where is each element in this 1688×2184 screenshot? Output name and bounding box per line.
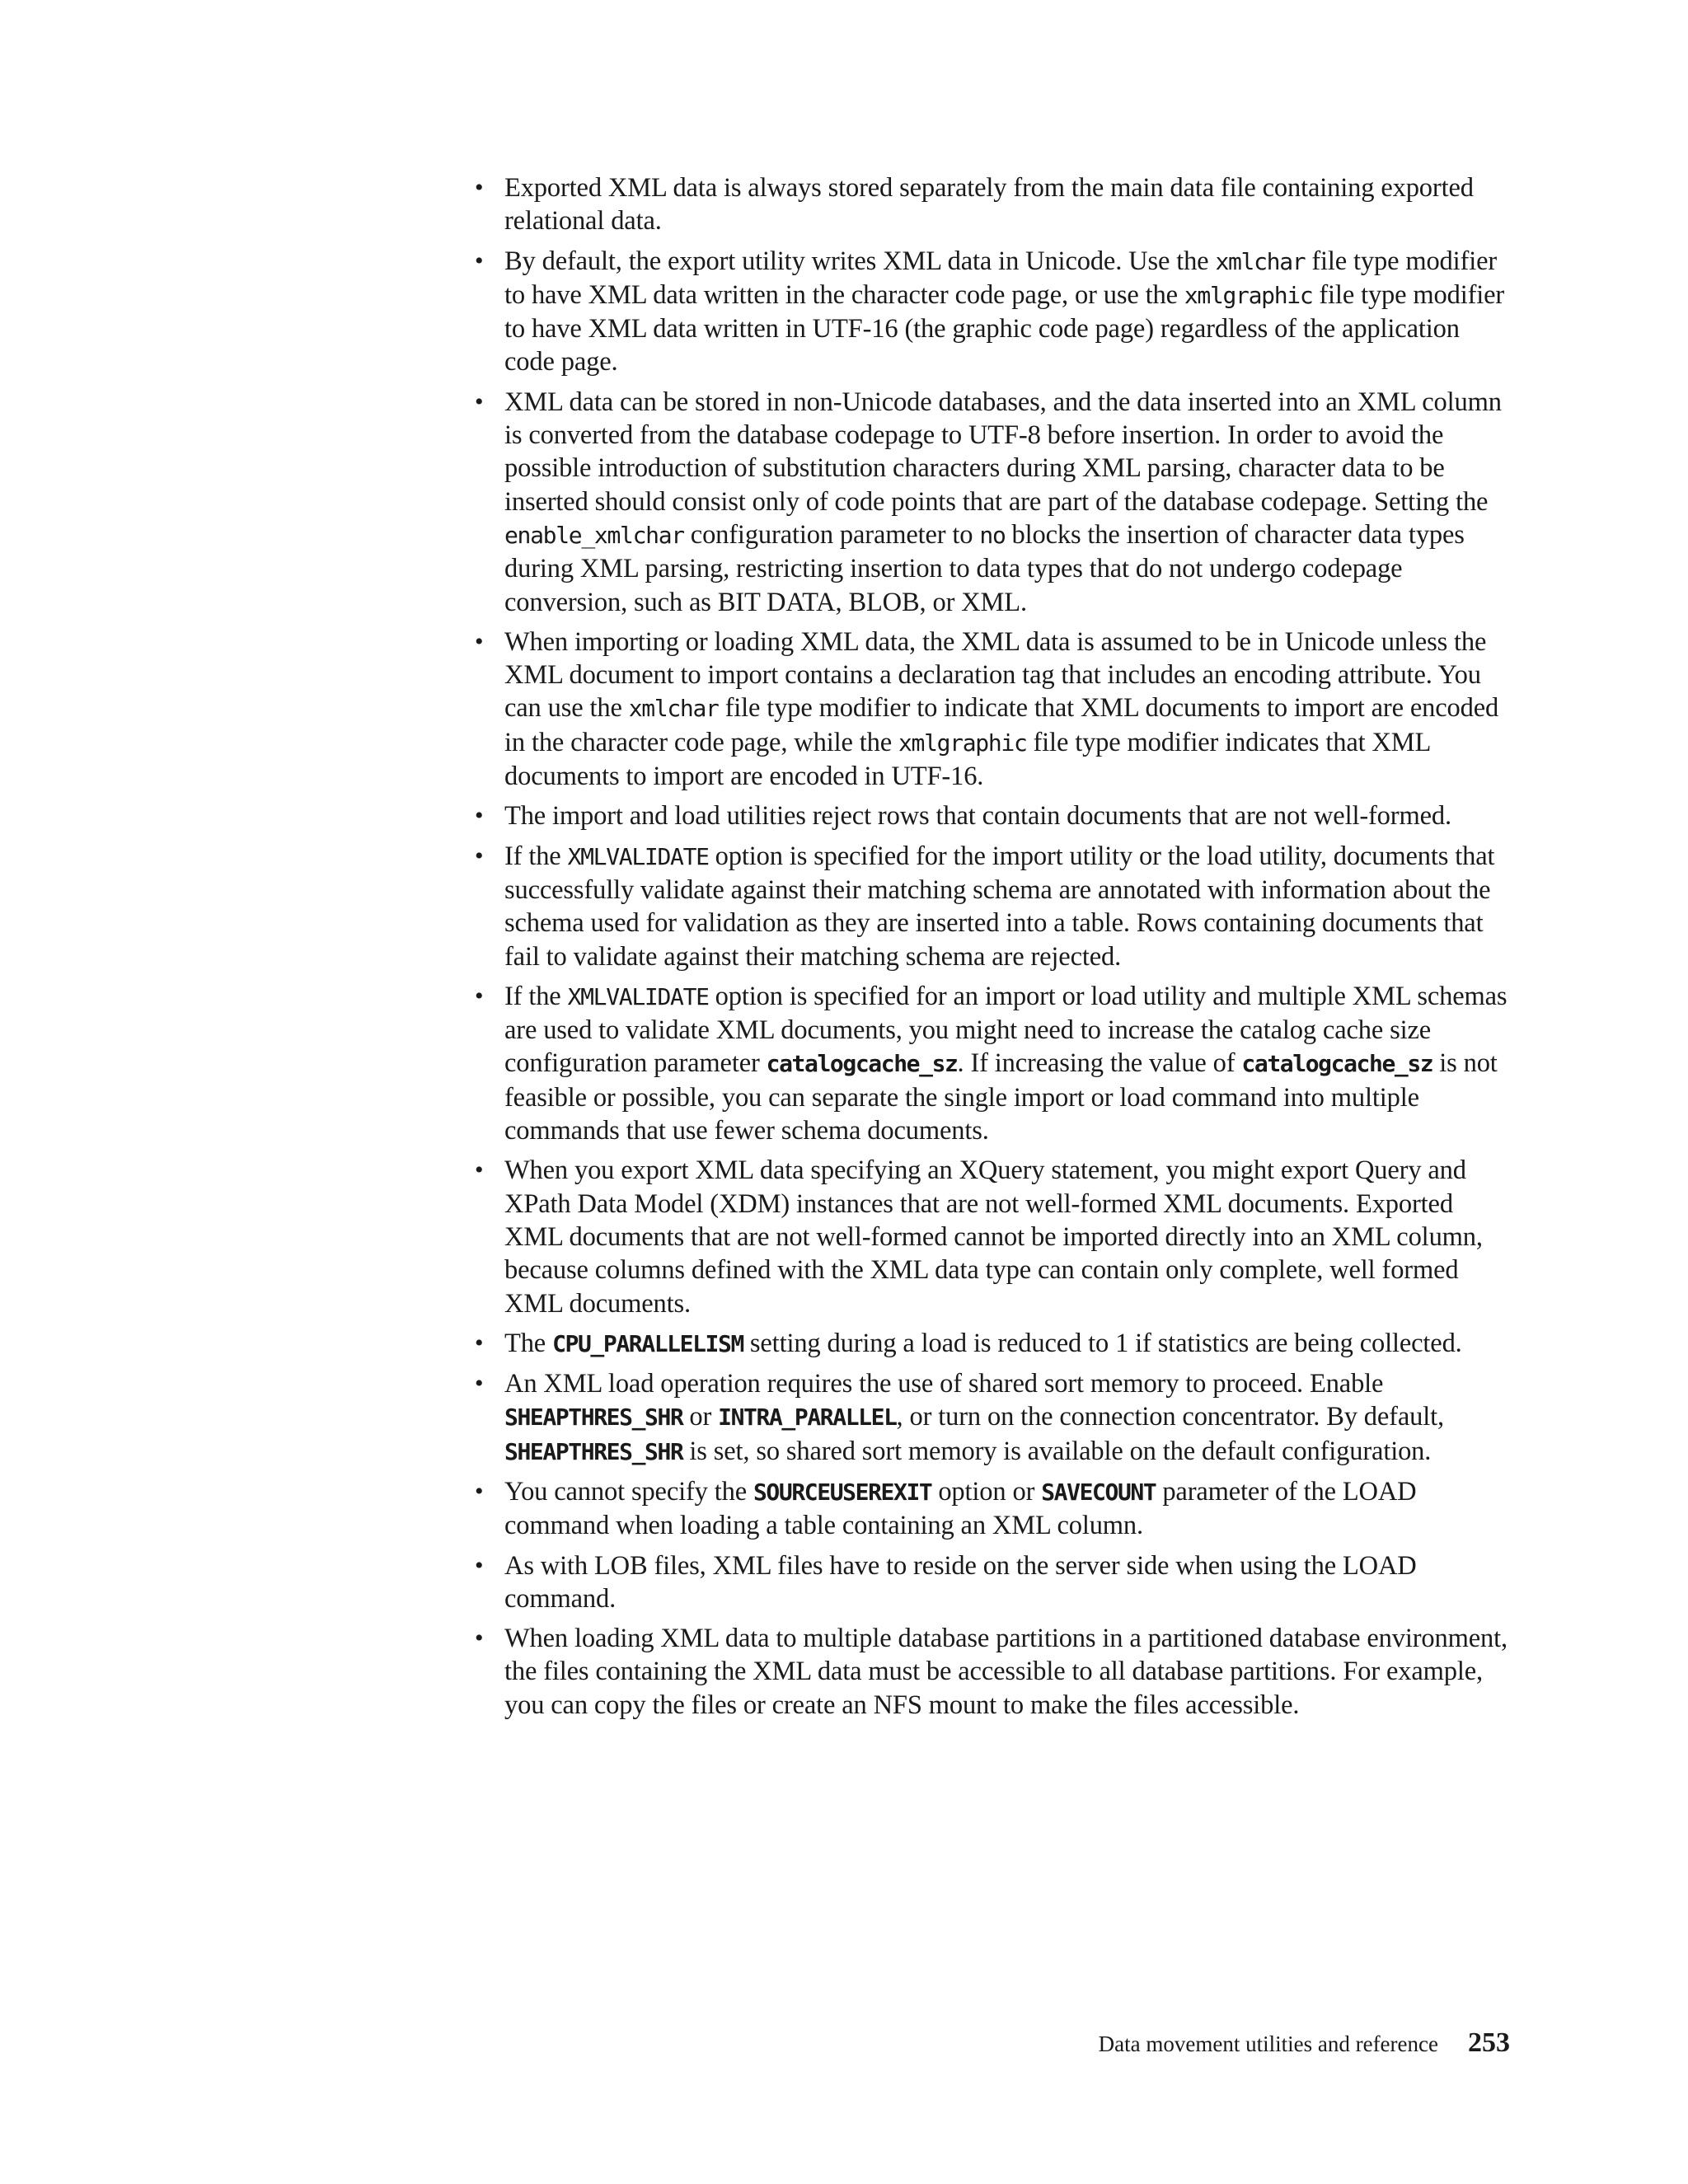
text-run: As with LOB files, XML files have to reside on the server side when using the LOAD command. (504, 1550, 1417, 1614)
inline-code: SHEAPTHRES_SHR (504, 1437, 683, 1465)
inline-code: CPU_PARALLELISM (552, 1329, 743, 1357)
inline-code: enable_xmlchar (504, 521, 684, 549)
inline-code: no (979, 521, 1006, 549)
text-run: When you export XML data specifying an XQuery statement, you might export Query and XPath Data Model (XDM) instances that are not well-formed XML documents. Exported XML documents that are not well-formed cannot be imported directly into an XML column, because columns defined with the XML data type can contain only complete, well formed XML documents. (504, 1155, 1483, 1319)
text-run: When loading XML data to multiple database partitions in a partitioned database environment, the files containing the XML data must be accessible to all database partitions. For example, you can copy the files or create an NFS mount to make the files accessible. (504, 1624, 1507, 1720)
text-run: file type modifier to have XML data written in UTF-16 (the graphic code page) regardless of the application code page. (504, 279, 1505, 377)
bullet-item-cpu-parallelism (468, 1327, 1510, 1361)
inline-code: SHEAPTHRES_SHR (504, 1404, 683, 1432)
bullet-item-xquery-export (468, 1154, 1510, 1319)
text-run: . If increasing the value of (957, 1048, 1242, 1079)
bullet-item-import-unicode (468, 626, 1510, 793)
text-run: parameter of the LOAD command when loading a table containing an XML column. (504, 1476, 1417, 1541)
page-footer (1099, 2027, 1510, 2059)
text-run: By default, the export utility writes XML data in Unicode. Use the (504, 246, 1216, 276)
text-run: option is specified for an import or load utility and multiple XML schemas are used to validate XML documents, you might need to increase the catalog cache size configuration parameter (504, 981, 1507, 1079)
bullet-glyph: • (475, 1477, 484, 1505)
text-run: blocks the insertion of character data types during XML parsing, restricting insertion to data types that do not undergo codepage conversion, such as BIT DATA, BLOB, or XML. (504, 519, 1465, 617)
bullet-item-lob-server-side (468, 1549, 1510, 1616)
text-run: The import and load utilities reject rows that contain documents that are not well-formed. (504, 801, 1451, 832)
bullet-item-sourceuserexit (468, 1475, 1510, 1543)
text-run: When importing or loading XML data, the XML data is assumed to be in Unicode unless the XML document to import contains a declaration tag that includes an encoding attribute. You can use the (504, 626, 1487, 724)
text-run: Exported XML data is always stored separately from the main data file containing exported relational data. (504, 173, 1474, 237)
bullet-glyph: • (475, 1370, 484, 1398)
text-run: option or (931, 1476, 1042, 1507)
bullet-glyph: • (475, 1551, 484, 1579)
footer-section-title: Data movement utilities and reference (1098, 2032, 1438, 2056)
text-run: If the (504, 841, 568, 871)
text-run: , or turn on the connection concentrator. By default, (896, 1402, 1444, 1432)
bullet-item-unicode-default (468, 245, 1510, 379)
bullet-glyph: • (475, 982, 484, 1010)
bullet-glyph: • (475, 627, 484, 655)
inline-code: xmlchar (1215, 247, 1306, 275)
bullet-item-partitions (468, 1622, 1510, 1722)
inline-code: xmlchar (628, 695, 719, 723)
text-run: is set, so shared sort memory is available on the default configuration. (682, 1436, 1432, 1466)
text-run: The (504, 1328, 553, 1358)
bullet-glyph: • (475, 1329, 484, 1357)
inline-code: XMLVALIDATE (567, 842, 709, 870)
text-run: option is specified for the import utility or the load utility, documents that successfully validate against their matching schema are annotated with information about the schema used for validation as they are inserted into a table. Rows containing documents that fail to validate against their matching schema are rejected. (504, 841, 1495, 972)
inline-code: xmlgraphic (1184, 281, 1313, 309)
bullet-glyph: • (475, 387, 484, 415)
bullet-list (468, 171, 1510, 1728)
bullet-glyph: • (475, 841, 484, 869)
bullet-glyph: • (475, 246, 484, 274)
bullet-glyph: • (475, 1624, 484, 1652)
bullet-item-xmlvalidate-cache (468, 980, 1510, 1147)
inline-code: catalogcache_sz (766, 1050, 958, 1078)
text-run: file type modifier to indicate that XML documents to import are encoded in the character code page, while the (504, 693, 1499, 757)
text-run: If the (504, 981, 568, 1011)
inline-code: catalogcache_sz (1241, 1050, 1433, 1078)
text-run: file type modifier to have XML data written in the character code page, or use the (504, 246, 1498, 310)
inline-code: SAVECOUNT (1041, 1478, 1156, 1506)
bullet-item-shared-sort (468, 1367, 1510, 1469)
inline-code: xmlgraphic (898, 729, 1027, 757)
text-run: or (682, 1402, 719, 1432)
text-run: setting during a load is reduced to 1 if statistics are being collected. (743, 1328, 1462, 1358)
bullet-glyph: • (475, 802, 484, 830)
text-run: XML data can be stored in non-Unicode databases, and the data inserted into an XML column is converted from the database codepage to UTF-8 before insertion. In order to avoid the possible introduction of substitution characters during XML parsing, character data to be inserted should consist only of code points that are part of the database codepage. Setting the (504, 387, 1502, 517)
bullet-item-xmlvalidate-annotate (468, 840, 1510, 973)
text-run: is not feasible or possible, you can separate the single import or load command into multiple commands that use fewer schema documents. (504, 1048, 1498, 1146)
text-run: file type modifier indicates that XML documents to import are encoded in UTF-16. (504, 727, 1431, 792)
text-run: configuration parameter to (683, 519, 980, 550)
page-number: 253 (1468, 2027, 1510, 2058)
bullet-glyph: • (475, 1156, 484, 1184)
bullet-glyph: • (475, 174, 484, 201)
inline-code: INTRA_PARALLEL (718, 1404, 897, 1432)
inline-code: XMLVALIDATE (567, 982, 709, 1010)
bullet-item-reject-malformed (468, 799, 1510, 832)
bullet-item-non-unicode-db (468, 386, 1510, 619)
text-run: An XML load operation requires the use of shared sort memory to proceed. Enable (504, 1369, 1384, 1399)
bullet-item-export-separate (468, 171, 1510, 238)
text-run: You cannot specify the (504, 1476, 753, 1507)
inline-code: SOURCEUSEREXIT (753, 1478, 932, 1506)
